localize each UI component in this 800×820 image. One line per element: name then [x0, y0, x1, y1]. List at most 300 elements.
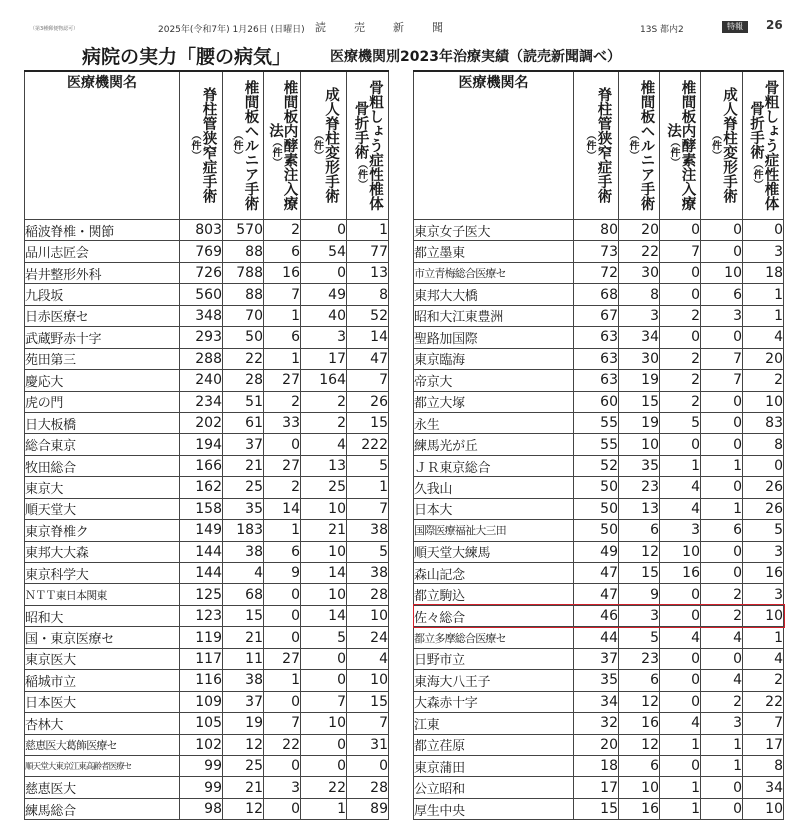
case-count-4: 17: [301, 348, 347, 369]
case-count-2: 20: [619, 220, 660, 241]
hospital-name: 東京科学大: [25, 563, 180, 584]
case-count-4: 10: [701, 262, 743, 283]
newspaper-name: 読売新聞: [315, 21, 471, 34]
case-count-5: 1: [347, 477, 389, 498]
case-count-3: 22: [264, 734, 301, 755]
case-count-3: 6: [264, 327, 301, 348]
case-count-1: 117: [180, 648, 223, 669]
case-count-4: 1: [701, 755, 743, 776]
table-row: [414, 627, 784, 648]
case-count-5: 83: [743, 412, 784, 433]
case-count-4: 7: [701, 370, 743, 391]
case-count-3: 2: [660, 391, 701, 412]
case-count-1: 119: [180, 627, 223, 648]
case-count-3: 0: [660, 755, 701, 776]
hospital-name: 杏林大: [25, 713, 180, 734]
column-header-vertebral-fracture: 骨粗しょう症性椎体骨折手術（件）: [347, 71, 389, 220]
table-row: [414, 691, 784, 712]
case-count-1: 109: [180, 691, 223, 712]
case-count-2: 13: [619, 498, 660, 519]
case-count-5: 4: [347, 648, 389, 669]
case-count-2: 15: [619, 391, 660, 412]
case-count-4: 25: [301, 477, 347, 498]
case-count-5: 31: [347, 734, 389, 755]
hospital-name: 九段坂: [25, 284, 180, 305]
right-results-table: [413, 70, 784, 820]
case-count-1: 166: [180, 455, 223, 476]
case-count-1: 769: [180, 241, 223, 262]
case-count-1: 144: [180, 563, 223, 584]
case-count-5: 2: [743, 370, 784, 391]
case-count-1: 240: [180, 370, 223, 391]
hospital-name: 東京蒲田: [414, 755, 574, 776]
column-header-enzyme-injection: 椎間板内酵素注入療法（件）: [660, 71, 701, 220]
hospital-name: 江東: [414, 713, 574, 734]
case-count-5: 17: [743, 734, 784, 755]
table-row: [414, 584, 784, 605]
case-count-2: 10: [619, 434, 660, 455]
table-row: [414, 434, 784, 455]
table-row: [25, 220, 389, 241]
case-count-1: 46: [574, 605, 619, 626]
hospital-name: 都立墨東: [414, 241, 574, 262]
table-row: [25, 262, 389, 283]
case-count-2: 25: [223, 477, 264, 498]
case-count-4: 0: [301, 220, 347, 241]
hospital-name: 市立青梅総合医療セ: [414, 262, 574, 283]
case-count-5: 7: [347, 498, 389, 519]
case-count-5: 26: [347, 391, 389, 412]
case-count-1: 20: [574, 734, 619, 755]
case-count-2: 21: [223, 627, 264, 648]
table-row: [25, 627, 389, 648]
hospital-name: 武蔵野赤十字: [25, 327, 180, 348]
hospital-name: 順天堂大東京江東高齢者医療セ: [25, 755, 180, 776]
case-count-2: 22: [619, 241, 660, 262]
table-row: [25, 477, 389, 498]
case-count-5: 3: [743, 541, 784, 562]
column-header-disc-herniation: 椎間板ヘルニア手術（件）: [223, 71, 264, 220]
case-count-5: 10: [743, 391, 784, 412]
case-count-1: 116: [180, 670, 223, 691]
case-count-2: 25: [223, 755, 264, 776]
case-count-1: 98: [180, 798, 223, 819]
case-count-5: 222: [347, 434, 389, 455]
table-row: [414, 241, 784, 262]
title-sub: 医療機関別2023年治療実績（読売新聞調べ）: [330, 49, 621, 65]
case-count-5: 20: [743, 348, 784, 369]
case-count-2: 11: [223, 648, 264, 669]
case-count-2: 12: [619, 691, 660, 712]
case-count-2: 15: [223, 605, 264, 626]
column-header-spinal-stenosis: 脊柱管狭窄症手術（件）: [574, 71, 619, 220]
case-count-1: 194: [180, 434, 223, 455]
case-count-5: 28: [347, 584, 389, 605]
case-count-1: 73: [574, 241, 619, 262]
case-count-4: 2: [301, 412, 347, 433]
case-count-4: 4: [701, 670, 743, 691]
case-count-3: 16: [264, 262, 301, 283]
case-count-5: 1: [743, 284, 784, 305]
table-row: [414, 520, 784, 541]
case-count-5: 89: [347, 798, 389, 819]
case-count-3: 0: [264, 584, 301, 605]
case-count-5: 18: [743, 262, 784, 283]
case-count-5: 7: [743, 713, 784, 734]
hospital-name: 慈恵医大: [25, 777, 180, 798]
case-count-4: 3: [701, 713, 743, 734]
table-row: [25, 691, 389, 712]
case-count-2: 50: [223, 327, 264, 348]
table-row: [25, 241, 389, 262]
case-count-5: 0: [743, 220, 784, 241]
case-count-4: 0: [701, 777, 743, 798]
case-count-5: 4: [743, 327, 784, 348]
table-row: [25, 563, 389, 584]
hospital-name: 東邦大大森: [25, 541, 180, 562]
case-count-5: 0: [347, 755, 389, 776]
case-count-3: 0: [264, 605, 301, 626]
table-row: [414, 412, 784, 433]
case-count-4: 2: [301, 391, 347, 412]
hospital-name: 佐々総合: [414, 605, 574, 626]
case-count-5: 10: [347, 605, 389, 626]
case-count-3: 1: [660, 455, 701, 476]
case-count-4: 2: [701, 691, 743, 712]
table-row: [414, 498, 784, 519]
article-title: [0, 40, 800, 70]
case-count-2: 6: [619, 670, 660, 691]
hospital-name: 日本大: [414, 498, 574, 519]
case-count-5: 24: [347, 627, 389, 648]
table-row: [414, 370, 784, 391]
hospital-name: 東海大八王子: [414, 670, 574, 691]
case-count-2: 37: [223, 691, 264, 712]
case-count-3: 0: [264, 755, 301, 776]
case-count-5: 5: [347, 541, 389, 562]
case-count-4: 0: [701, 434, 743, 455]
case-count-4: 54: [301, 241, 347, 262]
hospital-name: 東京女子医大: [414, 220, 574, 241]
hospital-name: 森山記念: [414, 563, 574, 584]
case-count-1: 47: [574, 563, 619, 584]
case-count-2: 183: [223, 520, 264, 541]
table-row: [25, 541, 389, 562]
case-count-4: 7: [301, 691, 347, 712]
case-count-1: 49: [574, 541, 619, 562]
table-row: [25, 455, 389, 476]
left-results-table: [24, 70, 389, 820]
case-count-5: 5: [743, 520, 784, 541]
table-row: [25, 605, 389, 626]
case-count-2: 19: [619, 412, 660, 433]
table-row: [414, 348, 784, 369]
case-count-4: 1: [701, 498, 743, 519]
case-count-4: 3: [701, 305, 743, 326]
title-main: 病院の実力「腰の病気」: [82, 46, 292, 68]
case-count-3: 14: [264, 498, 301, 519]
case-count-2: 12: [223, 798, 264, 819]
case-count-3: 33: [264, 412, 301, 433]
case-count-1: 348: [180, 305, 223, 326]
case-count-1: 50: [574, 498, 619, 519]
hospital-name: 練馬光が丘: [414, 434, 574, 455]
case-count-3: 4: [660, 498, 701, 519]
case-count-3: 0: [660, 691, 701, 712]
case-count-4: 6: [701, 520, 743, 541]
case-count-4: 0: [301, 734, 347, 755]
case-count-1: 80: [574, 220, 619, 241]
case-count-1: 15: [574, 798, 619, 819]
hospital-name: 昭和大: [25, 605, 180, 626]
table-row: [414, 670, 784, 691]
case-count-4: 164: [301, 370, 347, 391]
hospital-name: 帝京大: [414, 370, 574, 391]
case-count-2: 8: [619, 284, 660, 305]
hospital-name: 東京医大: [25, 648, 180, 669]
case-count-1: 35: [574, 670, 619, 691]
table-row: [414, 755, 784, 776]
table-row: [25, 370, 389, 391]
table-row: [414, 541, 784, 562]
case-count-4: 21: [301, 520, 347, 541]
case-count-4: 0: [301, 670, 347, 691]
case-count-4: 22: [301, 777, 347, 798]
hospital-name: ＮＴＴ東日本関東: [25, 584, 180, 605]
case-count-4: 0: [701, 563, 743, 584]
hospital-name: 東京大: [25, 477, 180, 498]
case-count-4: 49: [301, 284, 347, 305]
case-count-4: 40: [301, 305, 347, 326]
case-count-5: 1: [743, 627, 784, 648]
case-count-3: 27: [264, 648, 301, 669]
table-row: [414, 563, 784, 584]
case-count-2: 4: [223, 563, 264, 584]
case-count-4: 0: [301, 262, 347, 283]
case-count-2: 88: [223, 284, 264, 305]
hospital-name: 日大板橋: [25, 412, 180, 433]
case-count-3: 2: [264, 220, 301, 241]
hospital-name: 品川志匠会: [25, 241, 180, 262]
case-count-2: 15: [619, 563, 660, 584]
case-count-4: 14: [301, 563, 347, 584]
case-count-1: 47: [574, 584, 619, 605]
case-count-2: 12: [619, 541, 660, 562]
case-count-2: 6: [619, 755, 660, 776]
case-count-2: 28: [223, 370, 264, 391]
case-count-4: 6: [701, 284, 743, 305]
table-row: [25, 584, 389, 605]
case-count-4: 10: [301, 713, 347, 734]
case-count-1: 17: [574, 777, 619, 798]
hospital-name: 都立多摩総合医療セ: [414, 627, 574, 648]
table-row: [414, 220, 784, 241]
case-count-5: 2: [743, 670, 784, 691]
case-count-2: 6: [619, 520, 660, 541]
issue-date: 2025年(令和7年) 1月26日 (日曜日): [158, 25, 305, 35]
hospital-name: 東邦大大橋: [414, 284, 574, 305]
case-count-3: 2: [660, 370, 701, 391]
case-count-1: 68: [574, 284, 619, 305]
table-row: [414, 284, 784, 305]
hospital-name: 日赤医療セ: [25, 305, 180, 326]
case-count-1: 158: [180, 498, 223, 519]
case-count-4: 1: [301, 798, 347, 819]
case-count-5: 1: [743, 305, 784, 326]
case-count-4: 0: [301, 755, 347, 776]
postal-notice: （第3種郵便物認可）: [30, 26, 79, 32]
case-count-5: 10: [743, 605, 784, 626]
hospital-name: 虎の門: [25, 391, 180, 412]
case-count-3: 1: [660, 734, 701, 755]
table-row: [25, 348, 389, 369]
case-count-1: 63: [574, 327, 619, 348]
case-count-4: 13: [301, 455, 347, 476]
case-count-4: 14: [301, 605, 347, 626]
column-header-enzyme-injection: 椎間板内酵素注入療法（件）: [264, 71, 301, 220]
case-count-5: 10: [743, 798, 784, 819]
hospital-name: 久我山: [414, 477, 574, 498]
case-count-2: 61: [223, 412, 264, 433]
case-count-2: 9: [619, 584, 660, 605]
table-row: [25, 798, 389, 819]
hospital-name: ＪＲ東京総合: [414, 455, 574, 476]
case-count-5: 8: [743, 755, 784, 776]
case-count-5: 13: [347, 262, 389, 283]
hospital-name: 国際医療福祉大三田: [414, 520, 574, 541]
case-count-2: 35: [619, 455, 660, 476]
table-row: [25, 520, 389, 541]
case-count-2: 12: [619, 734, 660, 755]
case-count-1: 34: [574, 691, 619, 712]
column-header-spinal-stenosis: 脊柱管狭窄症手術（件）: [180, 71, 223, 220]
case-count-4: 0: [701, 798, 743, 819]
table-row: [414, 327, 784, 348]
case-count-2: 70: [223, 305, 264, 326]
case-count-4: 10: [301, 584, 347, 605]
case-count-4: 2: [701, 605, 743, 626]
case-count-5: 47: [347, 348, 389, 369]
hospital-name: 永生: [414, 412, 574, 433]
case-count-3: 1: [660, 798, 701, 819]
case-count-4: 0: [701, 220, 743, 241]
case-count-1: 123: [180, 605, 223, 626]
section-tag: 特報: [722, 21, 748, 33]
hospital-name: 順天堂大: [25, 498, 180, 519]
case-count-4: 0: [701, 327, 743, 348]
case-count-4: 7: [701, 348, 743, 369]
case-count-4: 0: [301, 648, 347, 669]
table-row: [25, 412, 389, 433]
case-count-3: 9: [264, 563, 301, 584]
hospital-name: 公立昭和: [414, 777, 574, 798]
case-count-4: 10: [301, 541, 347, 562]
case-count-1: 55: [574, 434, 619, 455]
case-count-5: 8: [347, 284, 389, 305]
case-count-2: 23: [619, 648, 660, 669]
case-count-3: 0: [660, 262, 701, 283]
case-count-3: 10: [660, 541, 701, 562]
case-count-1: 288: [180, 348, 223, 369]
case-count-2: 30: [619, 348, 660, 369]
case-count-5: 5: [347, 455, 389, 476]
case-count-5: 8: [743, 434, 784, 455]
case-count-5: 77: [347, 241, 389, 262]
hospital-name: 牧田総合: [25, 455, 180, 476]
table-row: [414, 477, 784, 498]
case-count-5: 15: [347, 412, 389, 433]
case-count-5: 38: [347, 520, 389, 541]
table-row: [414, 305, 784, 326]
case-count-3: 0: [264, 691, 301, 712]
hospital-name: 日本医大: [25, 691, 180, 712]
case-count-2: 19: [223, 713, 264, 734]
hospital-name: 東京臨海: [414, 348, 574, 369]
case-count-3: 4: [660, 477, 701, 498]
case-count-2: 16: [619, 713, 660, 734]
table-row: [414, 455, 784, 476]
case-count-3: 4: [660, 627, 701, 648]
table-row: [25, 648, 389, 669]
case-count-1: 149: [180, 520, 223, 541]
case-count-3: 7: [660, 241, 701, 262]
column-header-disc-herniation: 椎間板ヘルニア手術（件）: [619, 71, 660, 220]
case-count-5: 52: [347, 305, 389, 326]
case-count-3: 0: [264, 434, 301, 455]
case-count-3: 0: [660, 670, 701, 691]
hospital-name: 岩井整形外科: [25, 262, 180, 283]
case-count-1: 67: [574, 305, 619, 326]
case-count-1: 55: [574, 412, 619, 433]
hospital-name: 苑田第三: [25, 348, 180, 369]
case-count-3: 1: [660, 777, 701, 798]
hospital-name: 聖路加国際: [414, 327, 574, 348]
case-count-5: 3: [743, 584, 784, 605]
hospital-name: 都立駒込: [414, 584, 574, 605]
column-header-name: 医療機関名: [414, 71, 574, 220]
case-count-3: 0: [660, 220, 701, 241]
case-count-3: 27: [264, 370, 301, 391]
case-count-2: 19: [619, 370, 660, 391]
case-count-4: 4: [701, 627, 743, 648]
case-count-5: 28: [347, 777, 389, 798]
case-count-1: 803: [180, 220, 223, 241]
case-count-3: 0: [660, 584, 701, 605]
case-count-3: 1: [264, 670, 301, 691]
column-header-spinal-deformity: 成人脊柱変形手術（件）: [301, 71, 347, 220]
case-count-3: 2: [264, 391, 301, 412]
case-count-2: 788: [223, 262, 264, 283]
case-count-5: 0: [743, 455, 784, 476]
column-header-name: 医療機関名: [25, 71, 180, 220]
case-count-2: 22: [223, 348, 264, 369]
case-count-3: 0: [264, 798, 301, 819]
table-header-row: [414, 71, 784, 220]
hospital-name: 稲波脊椎・関節: [25, 220, 180, 241]
case-count-1: 162: [180, 477, 223, 498]
case-count-3: 7: [264, 713, 301, 734]
case-count-4: 3: [301, 327, 347, 348]
column-header-spinal-deformity: 成人脊柱変形手術（件）: [701, 71, 743, 220]
case-count-3: 27: [264, 455, 301, 476]
table-row: [414, 262, 784, 283]
table-row: [25, 305, 389, 326]
case-count-5: 14: [347, 327, 389, 348]
case-count-1: 144: [180, 541, 223, 562]
masthead: [0, 18, 800, 38]
case-count-2: 12: [223, 734, 264, 755]
case-count-5: 1: [347, 220, 389, 241]
